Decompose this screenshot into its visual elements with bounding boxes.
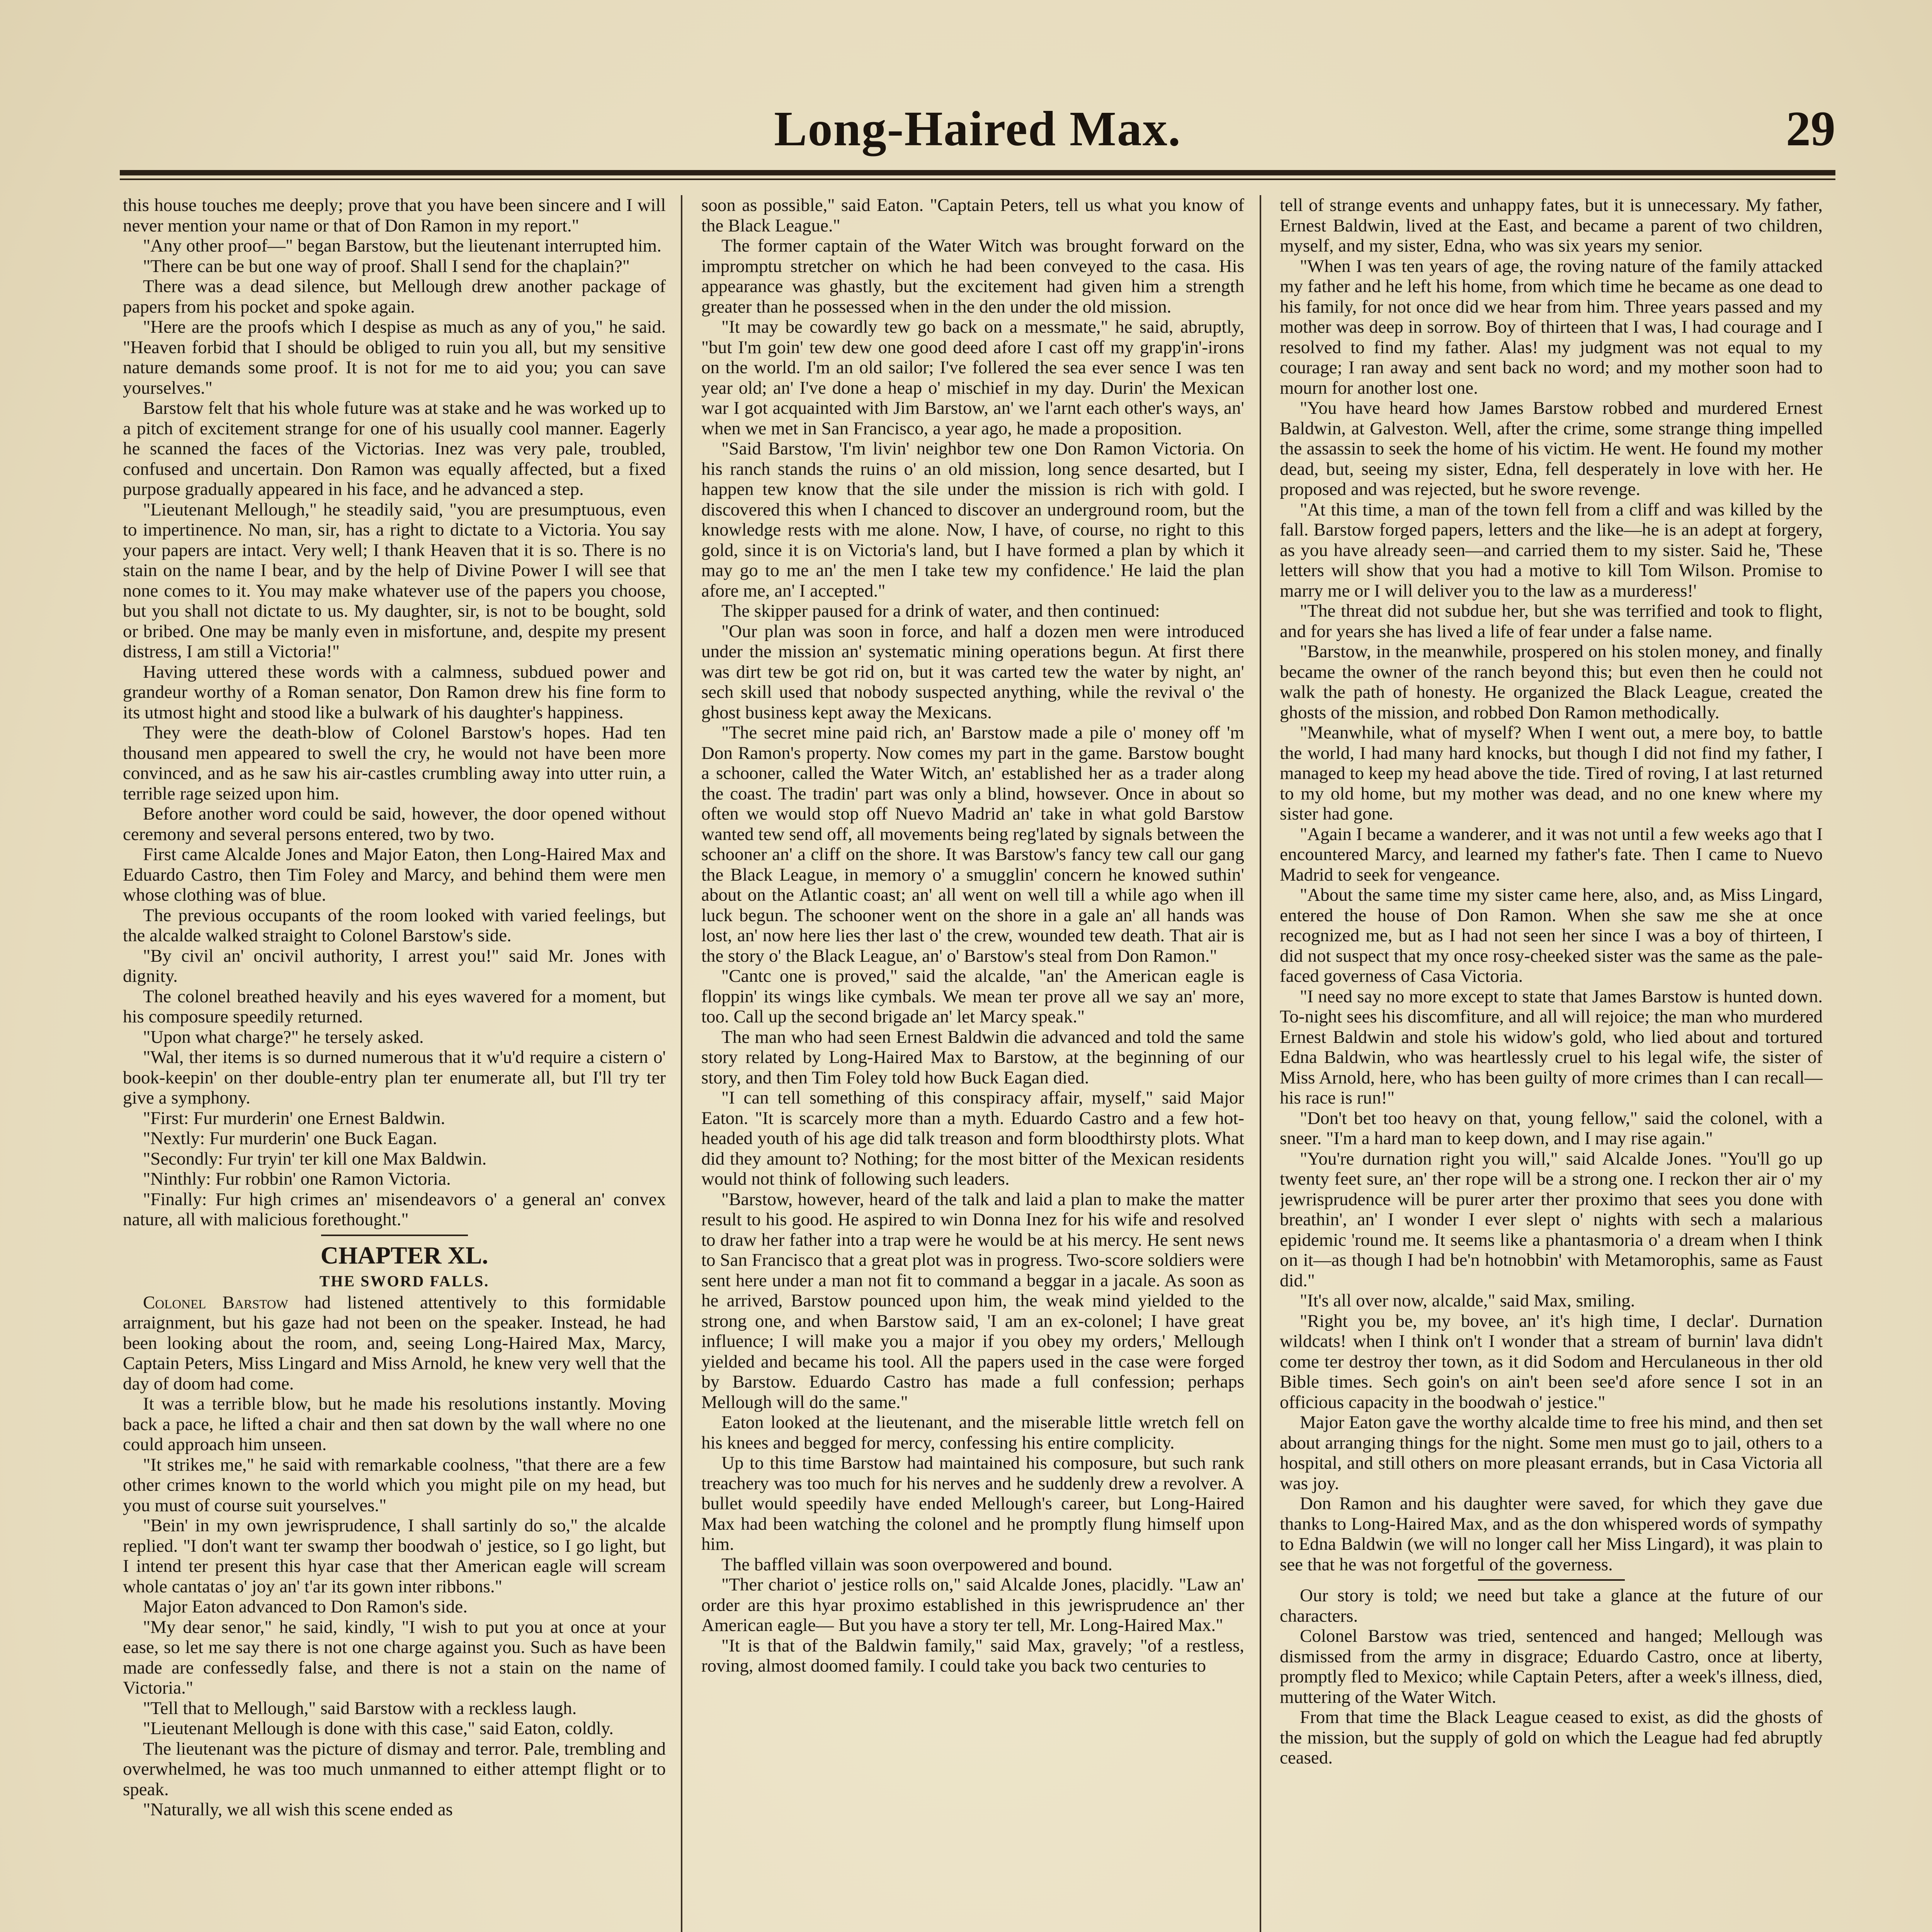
paragraph: Major Eaton advanced to Don Ramon's side.: [143, 1597, 468, 1617]
lead-small-caps: Colonel Barstow: [143, 1292, 288, 1313]
paragraph: "Barstow, however, heard of the talk and laid a plan to make the matter result to his good. He aspired to win Donna Inez for his wife and resolved to draw her father into a trap were he would be at his mercy. He sent news to San Francisco that a great plot was in progress. Two-score soldiers were sent here under a man not fit to command a beggar in a jacale. As soon as he arrived, Barstow pounced upon him, the weak mind yielded to the strong one, and when Barstow said, 'I am an ex-colonel; I have great influence; I will make you a major if you obey my orders,' Mellough yielded and became his tool. All the papers used in the case were forged by Barstow. Eduardo Castro has made a full confession; perhaps Mellough will do the same.": [701, 1189, 1244, 1412]
paragraph: Don Ramon and his daughter were saved, for which they gave due thanks to Long-Haired Max, and as the don whispered words of sympathy to Edna Baldwin (we will no longer call her Miss Lingard), it was plain to see that he was not forgetful of the governess.: [1280, 1493, 1823, 1575]
paragraph: "At this time, a man of the town fell from a cliff and was killed by the fall. Barstow forged papers, letters and the like—he is an adept at forgery, as you have already seen—and carried them to my sister. Said he, 'These letters will show that you had a motive to kill Tom Wilson. Promise to marry me or I will deliver you to the law as a murderess!': [1280, 499, 1823, 601]
paragraph: tell of strange events and unhappy fates, but it is unnecessary. My father, Ernest Baldwin, lived at the East, and became a parent of two children, myself, and my sister, Edna, who was six years my senior.: [1280, 195, 1823, 256]
paragraph: "It may be cowardly tew go back on a messmate," he said, abruptly, "but I'm goin' tew dew one good deed afore I cast off my grapp'in'-irons on the world. I'm an old sailor; I've follered the sea ever sence I was ten year old; an' I've done a heap o' mischief in my day. Durin' the Mexican war I got acquainted with Jim Barstow, an' we l'arnt each other's ways, an' when we met in San Francisco, a year ago, he made a proposition.: [701, 317, 1244, 439]
paragraph: The baffled villain was soon overpowered and bound.: [721, 1554, 1112, 1575]
text-column-3: [1280, 195, 1823, 1932]
column-divider: [681, 195, 682, 1932]
paragraph: "My dear senor," he said, kindly, "I wish to put you at once at your ease, so let me say there is not one charge against you. Such as have been made are confessedly false, and there is not a stain on the name of Victoria.": [123, 1617, 666, 1698]
paragraph: "Meanwhile, what of myself? When I went out, a mere boy, to battle the world, I had many hard knocks, but though I did not find my father, I managed to keep my head above the tide. Tired of roving, I at last returned to my old home, but my mother was dead, and no one knew where my sister had gone.: [1280, 723, 1823, 824]
paragraph: Before another word could be said, however, the door opened without ceremony and several persons entered, two by two.: [123, 804, 666, 844]
page-number: 29: [1786, 101, 1835, 156]
paragraph: "Said Barstow, 'I'm livin' neighbor tew one Don Ramon Victoria. On his ranch stands the ruins o' an old mission, long sence desarted, but I happen tew know that the sile under the mission is rich with gold. I discovered this when I chanced to discover an underground room, but the knowledge rests with me alone. Now, I have, of course, no right to this gold, since it is on Victoria's land, but I have formed a plan by which it may go to me an' the men I take tew my confidence.' He laid the plan afore me, an' I accepted.": [701, 439, 1244, 601]
paragraph: "Barstow, in the meanwhile, prospered on his stolen money, and finally became the owner of the ranch beyond this; but even then he could not walk the path of honesty. He organized the Black League, created the ghosts of the mission, and robbed Don Ramon methodically.: [1280, 641, 1823, 723]
paragraph: "Again I became a wanderer, and it was not until a few weeks ago that I encountered Marcy, and learned my father's fate. Then I came to Nuevo Madrid to seek for vengeance.: [1280, 824, 1823, 885]
paragraph: soon as possible," said Eaton. "Captain Peters, tell us what you know of the Black League.": [701, 195, 1244, 236]
paragraph: Colonel Barstow was tried, sentenced and hanged; Mellough was dismissed from the army in disgrace; Eduardo Castro, once at liberty, promptly fled to Mexico; while Captain Peters, after a week's illness, died, muttering of the Water Witch.: [1280, 1626, 1823, 1707]
paragraph: "Our plan was soon in force, and half a dozen men were introduced under the mission an' systematic mining operations begun. At first there was dirt tew be got rid on, but it was carted tew the water by night, an' sech skill used that nobody suspected anything, while the revival o' the ghost business kept away the Mexicans.: [701, 621, 1244, 723]
paragraph: "Wal, ther items is so durned numerous that it w'u'd require a cistern o' book-keepin' on ther double-entry plan ter enumerate all, but I'll try ter give a symphony.: [123, 1047, 666, 1108]
paragraph: "It strikes me," he said with remarkable coolness, "that there are a few other crimes known to the world which you might pile on my head, but you must of course suit yourselves.": [123, 1454, 666, 1515]
paragraph: "You have heard how James Barstow robbed and murdered Ernest Baldwin, at Galveston. Well, after the crime, some strange thing impelled the assassin to seek the home of his victim. He went. He found my mother dead, but, seeing my sister, Edna, fell desperately in love with her. He proposed and was rejected, but he swore revenge.: [1280, 398, 1823, 499]
paragraph: "Upon what charge?" he tersely asked.: [143, 1027, 424, 1047]
paragraph: The colonel breathed heavily and his eyes wavered for a moment, but his composure speedily returned.: [123, 986, 666, 1027]
paragraph: "By civil an' oncivil authority, I arrest you!" said Mr. Jones with dignity.: [123, 946, 666, 986]
paragraph: "There can be but one way of proof. Shall I send for the chaplain?": [143, 256, 630, 276]
paragraph: "Ninthly: Fur robbin' one Ramon Victoria.: [143, 1169, 451, 1189]
paragraph: It was a terrible blow, but he made his resolutions instantly. Moving back a pace, he lifted a chair and then sat down by the wall where no one could approach him unseen.: [123, 1394, 666, 1454]
paragraph: this house touches me deeply; prove that you have been sincere and I will never mention your name or that of Don Ramon in my report.": [123, 195, 666, 236]
paragraph: The man who had seen Ernest Baldwin die advanced and told the same story related by Long-Haired Max to Barstow, at the beginning of our story, and then Tim Foley told how Buck Eagan died.: [701, 1027, 1244, 1088]
paragraph: "The secret mine paid rich, an' Barstow made a pile o' money off 'm Don Ramon's property. Now comes my part in the game. Barstow bought a schooner, called the Water Witch, an' established her as a trader along the coast. The tradin' part was only a blind, howsever. Once in about so often we would stop off Nuevo Madrid an' take in what gold Barstow wanted tew send off, all movements being reg'lated by signals between the schooner an' a cliff on the shore. It was Barstow's fancy tew call our gang the Black League, in memory o' a smugglin' concern he knowed suthin' about on the Atlantic coast; an' all went on well till a while ago when ill luck begun. The schooner went on the shore in a gale an' all hands was lost, an' now here lies ther last o' the crew, wounded tew death. That air is the story o' the Black League, an' o' Barstow's steal from Don Ramon.": [701, 723, 1244, 966]
paragraph: "Lieutenant Mellough is done with this case," said Eaton, coldly.: [143, 1718, 614, 1738]
paragraph: "Naturally, we all wish this scene ended as: [143, 1799, 453, 1820]
paragraph: "Don't bet too heavy on that, young fellow," said the colonel, with a sneer. "I'm a hard man to keep down, and I may rise again.": [1280, 1108, 1823, 1148]
paragraph: Barstow felt that his whole future was at stake and he was worked up to a pitch of excitement strange for one of his usually cool manner. Eagerly he scanned the faces of the Victorias. Inez was very pale, troubled, confused and uncertain. Don Ramon was equally affected, but a fixed purpose gradually appeared in his face, and he advanced a step.: [123, 398, 666, 499]
paragraph: "It is that of the Baldwin family," said Max, gravely; "of a restless, roving, almost doomed family. I could take you back two centuries to: [701, 1635, 1244, 1676]
paragraph: "Ther chariot o' jestice rolls on," said Alcalde Jones, placidly. "Law an' order are this hyar proximo established in this jewrisprudence an' ther American eagle— But you have a story ter tell, Mr. Long-Haired Max.": [701, 1575, 1244, 1635]
chapter-title: CHAPTER XL.: [320, 1241, 488, 1269]
running-header: [120, 97, 1835, 174]
text-column-1: [123, 195, 666, 1932]
text-column-2: [701, 195, 1244, 1932]
paragraph: Eaton looked at the lieutenant, and the miserable little wretch fell on his knees and begged for mercy, confessing his entire complicity.: [701, 1412, 1244, 1453]
paragraph: "Here are the proofs which I despise as much as any of you," he said. "Heaven forbid that I should be obliged to ruin you all, but my sensitive nature demands some proof. It is not for me to aid you; you can save yourselves.": [123, 317, 666, 398]
paragraph: The former captain of the Water Witch was brought forward on the impromptu stretcher on which he had been conveyed to the casa. His appearance was ghastly, but the excitement had given him a strength greater than he possessed when in the den under the old mission.: [701, 236, 1244, 317]
paragraph: First came Alcalde Jones and Major Eaton, then Long-Haired Max and Eduardo Castro, then Tim Foley and Marcy, and behind them were men whose clothing was of blue.: [123, 844, 666, 905]
paragraph-chapter-lead: [123, 1293, 666, 1394]
paragraph: Up to this time Barstow had maintained his composure, but such rank treachery was too much for his nerves and he suddenly drew a revolver. A bullet would speedily have ended Mellough's career, but Long-Haired Max had been watching the colonel and he promptly flung himself upon him.: [701, 1453, 1244, 1554]
paragraph: From that time the Black League ceased to exist, as did the ghosts of the mission, but the supply of gold on which the League had fed abruptly ceased.: [1280, 1707, 1823, 1768]
header-rule: [120, 170, 1835, 175]
paragraph: "First: Fur murderin' one Ernest Baldwin.: [143, 1108, 446, 1128]
paragraph: "Nextly: Fur murderin' one Buck Eagan.: [143, 1128, 437, 1148]
section-rule: [321, 1235, 468, 1236]
paragraph: "Secondly: Fur tryin' ter kill one Max Baldwin.: [143, 1148, 487, 1169]
paragraph: There was a dead silence, but Mellough drew another package of papers from his pocket and spoke again.: [123, 276, 666, 317]
header-rule-thin: [120, 179, 1835, 180]
running-title: Long-Haired Max.: [774, 101, 1181, 156]
paragraph: "I can tell something of this conspiracy affair, myself," said Major Eaton. "It is scarcely more than a myth. Eduardo Castro and a few hot-headed youth of his age did talk treason and form bloodthirsty plots. What did they amount to? Nothing; for the most bitter of the Mexican residents would not think of following such leaders.: [701, 1088, 1244, 1189]
paragraph: "Any other proof—" began Barstow, but the lieutenant interrupted him.: [143, 236, 662, 256]
paragraph: The skipper paused for a drink of water, and then continued:: [721, 601, 1160, 621]
paragraph: Our story is told; we need but take a glance at the future of our characters.: [1280, 1585, 1823, 1626]
column-divider: [1260, 195, 1261, 1932]
paragraph: "Right you be, my bovee, an' it's high time, I declar'. Durnation wildcats! when I think on't I wonder that a stream of burnin' lava didn't come ter destroy ther town, as it did Sodom and Herculaneous in ther old Bible times. Sech goin's on ain't been see'd afore sence I sot in an officious capacity in the boodwah o' jestice.": [1280, 1311, 1823, 1412]
paragraph: "Finally: Fur high crimes an' misendeavors o' a general an' convex nature, all with malicious forethought.": [123, 1189, 666, 1230]
paragraph: "I need say no more except to state that James Barstow is hunted down. To-night sees his discomfiture, and all will rejoice; the man who murdered Ernest Baldwin and stole his widow's gold, who lied about and tortured Edna Baldwin, who was heartlessly cruel to his legal wife, the sister of Miss Arnold, here, who has been guilty of more crimes than I can recall—his race is run!": [1280, 986, 1823, 1108]
paragraph: They were the death-blow of Colonel Barstow's hopes. Had ten thousand men appeared to swell the cry, he would not have been more convinced, and as he saw his air-castles crumbling away into utter ruin, a terrible rage seized upon him.: [123, 723, 666, 804]
paragraph: "It's all over now, alcalde," said Max, smiling.: [1300, 1291, 1635, 1311]
paragraph: "Bein' in my own jewrisprudence, I shall sartinly do so," the alcalde replied. "I don't want ter swamp ther boodwah o' jestice, so I go light, but I intend ter present this hyar case that ther American eagle will scream whole cantatas o' joy an' t'ar its gown inter ribbons.": [123, 1515, 666, 1597]
section-rule: [1478, 1579, 1625, 1581]
paragraph: The previous occupants of the room looked with varied feelings, but the alcalde walked straight to Colonel Barstow's side.: [123, 905, 666, 946]
paragraph: Major Eaton gave the worthy alcalde time to free his mind, and then set about arranging things for the night. Some men must go to jail, others to a hospital, and still others on more pleasant errands, but in Casa Victoria all was joy.: [1280, 1412, 1823, 1493]
paragraph: The lieutenant was the picture of dismay and terror. Pale, trembling and overwhelmed, he was too much unmanned to either attempt flight or to speak.: [123, 1738, 666, 1799]
paragraph: "About the same time my sister came here, also, and, as Miss Lingard, entered the house of Don Ramon. When she saw me she at once recognized me, but as I had not seen her since I was a boy of thirteen, I did not suspect that my once rosy-cheeked sister was the same as the pale-faced governess of Casa Victoria.: [1280, 885, 1823, 986]
paragraph: "The threat did not subdue her, but she was terrified and took to flight, and for years she has lived a life of fear under a false name.: [1280, 601, 1823, 641]
paragraph: "When I was ten years of age, the roving nature of the family attacked my father and he left his home, from which time he became as one dead to his family, for not once did we hear from him. Three years passed and my mother was deep in sorrow. Boy of thirteen that I was, I had courage and I resolved to find my father. Alas! my judgment was not equal to my courage; I ran away and sent back no word; and my mother soon had to mourn for another lost one.: [1280, 256, 1823, 398]
chapter-subtitle: THE SWORD FALLS.: [319, 1272, 490, 1290]
paragraph: "Cantc one is proved," said the alcalde, "an' the American eagle is floppin' its wings like cymbals. We mean ter prove all we say an' more, too. Call up the second brigade an' let Marcy speak.": [701, 966, 1244, 1027]
paragraph: Having uttered these words with a calmness, subdued power and grandeur worthy of a Roman senator, Don Ramon drew his fine form to its utmost hight and stood like a bulwark of his daughter's happiness.: [123, 662, 666, 723]
paragraph: "You're durnation right you will," said Alcalde Jones. "You'll go up twenty feet sure, an' ther rope will be a strong one. I reckon ther air o' my jewrisprudence will be purer arter ther proximo that sees you done with breathin', an' I wonder I ever slept o' nights with sech a malarious epidemic 'round me. It seems like a phantasmoria o' a dream when I think on it—as though I had be'n hotnobbin' with Metamorophis, same as Faust did.": [1280, 1148, 1823, 1291]
paragraph: "Tell that to Mellough," said Barstow with a reckless laugh.: [143, 1698, 577, 1718]
paragraph: "Lieutenant Mellough," he steadily said, "you are presumptuous, even to impertinence. No man, sir, has a right to dictate to a Victoria. You say your papers are intact. Very well; I thank Heaven that it is so. There is no stain on the name I bear, and by the help of Divine Power I will see that none comes to it. You may make whatever use of the papers you choose, but you shall not dictate to us. My daughter, sir, is not to be bought, sold or bribed. One may be manly even in misfortune, and, despite my present distress, I am still a Victoria!": [123, 499, 666, 662]
lead-text: had listened attentively to this formidable arraignment, but his gaze had not been on the speaker. Instead, he had been looking about the room, and, seeing Long-Haired Max, Marcy, Captain Peters, Miss Lingard and Miss Arnold, he knew very well that the day of doom had come.: [123, 1292, 666, 1394]
